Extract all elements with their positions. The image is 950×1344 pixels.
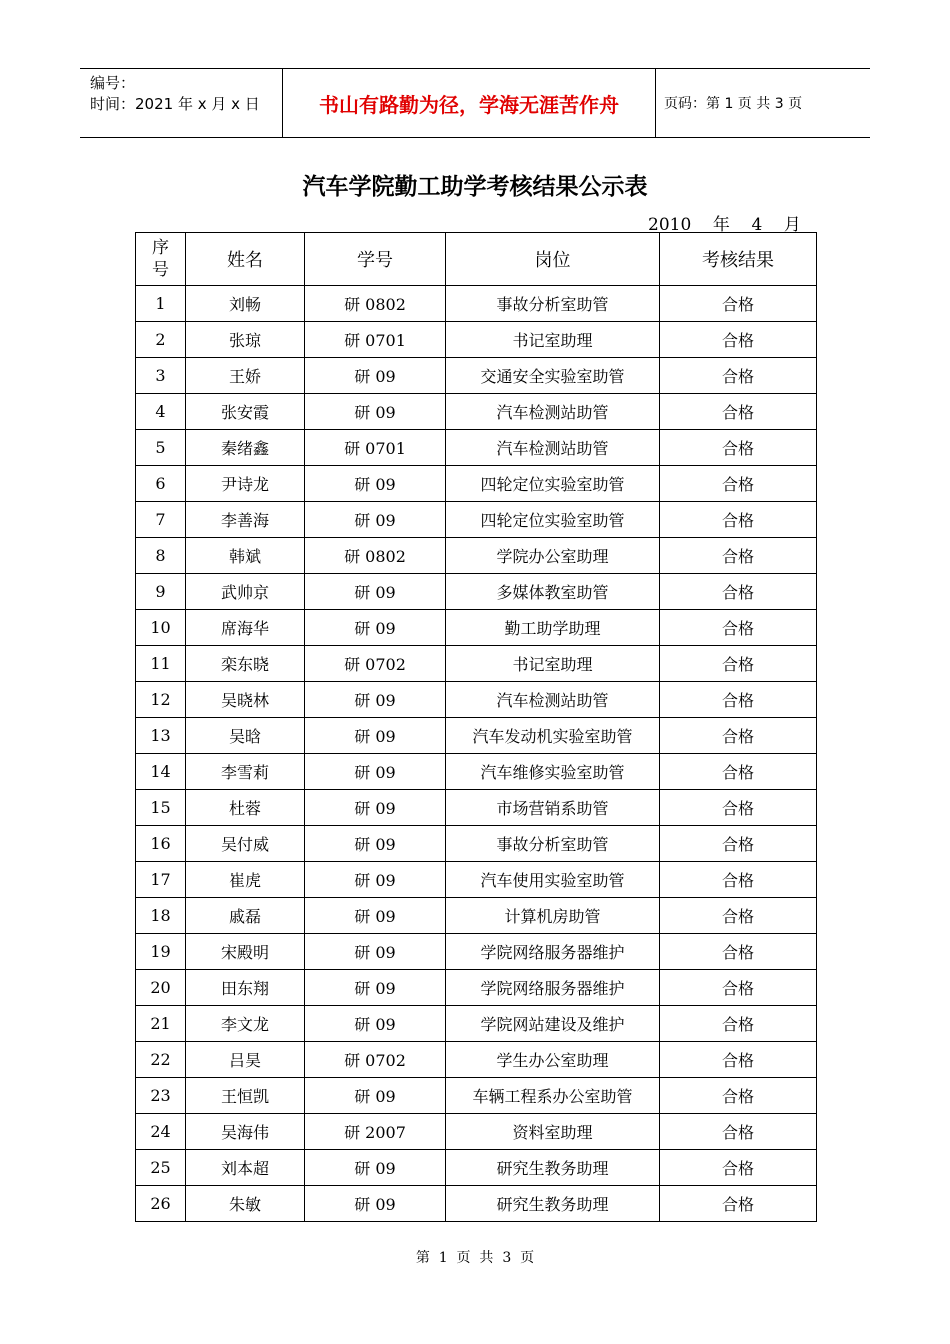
cell-name: 武帅京 <box>186 574 305 610</box>
cell-position: 车辆工程系办公室助管 <box>446 1078 660 1114</box>
cell-seq: 20 <box>136 970 186 1006</box>
table-row <box>136 970 817 1006</box>
cell-student-id: 研 09 <box>305 358 446 394</box>
cell-result: 合格 <box>660 610 817 646</box>
cell-student-id: 研 09 <box>305 682 446 718</box>
cell-seq: 24 <box>136 1114 186 1150</box>
cell-result: 合格 <box>660 970 817 1006</box>
cell-name: 韩斌 <box>186 538 305 574</box>
cell-student-id: 研 09 <box>305 898 446 934</box>
cell-position: 学院办公室助理 <box>446 538 660 574</box>
cell-seq: 8 <box>136 538 186 574</box>
cell-result: 合格 <box>660 394 817 430</box>
cell-student-id: 研 09 <box>305 826 446 862</box>
column-header-seq <box>136 233 186 286</box>
cell-position: 学院网络服务器维护 <box>446 970 660 1006</box>
cell-seq: 14 <box>136 754 186 790</box>
cell-name: 戚磊 <box>186 898 305 934</box>
cell-name: 田东翔 <box>186 970 305 1006</box>
cell-seq: 16 <box>136 826 186 862</box>
table-row <box>136 610 817 646</box>
cell-seq: 12 <box>136 682 186 718</box>
column-header-result: 考核结果 <box>660 233 817 286</box>
document-header <box>80 68 870 138</box>
cell-name: 刘本超 <box>186 1150 305 1186</box>
cell-position: 勤工助学助理 <box>446 610 660 646</box>
cell-seq: 26 <box>136 1186 186 1222</box>
cell-result: 合格 <box>660 1186 817 1222</box>
cell-seq: 11 <box>136 646 186 682</box>
cell-position: 研究生教务助理 <box>446 1150 660 1186</box>
cell-result: 合格 <box>660 286 817 322</box>
cell-seq: 21 <box>136 1006 186 1042</box>
cell-seq: 5 <box>136 430 186 466</box>
column-header-id: 学号 <box>305 233 446 286</box>
column-header-position: 岗位 <box>446 233 660 286</box>
page-footer: 第 1 页 共 3 页 <box>415 1250 535 1266</box>
table-row <box>136 466 817 502</box>
cell-seq: 9 <box>136 574 186 610</box>
cell-student-id: 研 09 <box>305 1006 446 1042</box>
page-title: 汽车学院勤工助学考核结果公示表 <box>302 174 648 200</box>
cell-position: 学院网络服务器维护 <box>446 934 660 970</box>
cell-result: 合格 <box>660 574 817 610</box>
cell-student-id: 研 0702 <box>305 646 446 682</box>
table-row <box>136 538 817 574</box>
table-row <box>136 430 817 466</box>
cell-student-id: 研 0802 <box>305 538 446 574</box>
cell-result: 合格 <box>660 466 817 502</box>
cell-position: 汽车维修实验室助管 <box>446 754 660 790</box>
cell-name: 李善海 <box>186 502 305 538</box>
header-motto: 书山有路勤为径，学海无涯苦作舟 <box>282 69 656 137</box>
cell-seq: 13 <box>136 718 186 754</box>
cell-student-id: 研 09 <box>305 970 446 1006</box>
cell-student-id: 研 09 <box>305 502 446 538</box>
cell-result: 合格 <box>660 754 817 790</box>
cell-name: 崔虎 <box>186 862 305 898</box>
cell-result: 合格 <box>660 646 817 682</box>
cell-seq: 1 <box>136 286 186 322</box>
cell-seq: 19 <box>136 934 186 970</box>
cell-position: 四轮定位实验室助管 <box>446 466 660 502</box>
table-row <box>136 502 817 538</box>
cell-name: 李文龙 <box>186 1006 305 1042</box>
table-row <box>136 1150 817 1186</box>
cell-position: 书记室助理 <box>446 646 660 682</box>
cell-seq: 25 <box>136 1150 186 1186</box>
cell-result: 合格 <box>660 1114 817 1150</box>
cell-student-id: 研 0702 <box>305 1042 446 1078</box>
cell-result: 合格 <box>660 538 817 574</box>
table-row <box>136 898 817 934</box>
column-header-seq-label: 序 号 <box>152 238 169 280</box>
cell-position: 多媒体教室助管 <box>446 574 660 610</box>
table-row <box>136 1186 817 1222</box>
cell-name: 杜蓉 <box>186 790 305 826</box>
cell-name: 宋殿明 <box>186 934 305 970</box>
cell-name: 刘畅 <box>186 286 305 322</box>
cell-position: 汽车使用实验室助管 <box>446 862 660 898</box>
cell-result: 合格 <box>660 826 817 862</box>
results-table <box>135 232 817 1222</box>
cell-student-id: 研 09 <box>305 718 446 754</box>
table-row <box>136 718 817 754</box>
table-row <box>136 646 817 682</box>
table-row <box>136 754 817 790</box>
table-row <box>136 682 817 718</box>
cell-student-id: 研 09 <box>305 466 446 502</box>
cell-position: 学生办公室助理 <box>446 1042 660 1078</box>
cell-name: 秦绪鑫 <box>186 430 305 466</box>
table-row <box>136 790 817 826</box>
table-row <box>136 826 817 862</box>
cell-student-id: 研 2007 <box>305 1114 446 1150</box>
cell-seq: 15 <box>136 790 186 826</box>
cell-name: 吕昊 <box>186 1042 305 1078</box>
cell-position: 汽车检测站助管 <box>446 682 660 718</box>
cell-result: 合格 <box>660 862 817 898</box>
cell-seq: 18 <box>136 898 186 934</box>
header-page-info: 页码：第 1 页 共 3 页 <box>664 96 803 112</box>
cell-seq: 23 <box>136 1078 186 1114</box>
number-label: 编号： <box>90 74 136 92</box>
cell-position: 市场营销系助管 <box>446 790 660 826</box>
cell-seq: 2 <box>136 322 186 358</box>
cell-name: 李雪莉 <box>186 754 305 790</box>
cell-position: 事故分析室助管 <box>446 286 660 322</box>
cell-student-id: 研 09 <box>305 754 446 790</box>
cell-position: 计算机房助管 <box>446 898 660 934</box>
table-row <box>136 358 817 394</box>
table-row <box>136 862 817 898</box>
cell-student-id: 研 09 <box>305 574 446 610</box>
cell-student-id: 研 0802 <box>305 286 446 322</box>
cell-name: 张安霞 <box>186 394 305 430</box>
cell-student-id: 研 09 <box>305 1150 446 1186</box>
cell-result: 合格 <box>660 934 817 970</box>
cell-result: 合格 <box>660 430 817 466</box>
cell-name: 吴海伟 <box>186 1114 305 1150</box>
date-line: 2010 年 4 月 <box>648 215 801 235</box>
cell-seq: 4 <box>136 394 186 430</box>
cell-position: 汽车发动机实验室助管 <box>446 718 660 754</box>
cell-seq: 7 <box>136 502 186 538</box>
table-row <box>136 1114 817 1150</box>
time-label: 时间：2021 年 x 月 x 日 <box>90 95 260 113</box>
cell-result: 合格 <box>660 682 817 718</box>
cell-result: 合格 <box>660 502 817 538</box>
table-row <box>136 934 817 970</box>
cell-student-id: 研 0701 <box>305 430 446 466</box>
cell-name: 席海华 <box>186 610 305 646</box>
header-meta <box>80 69 282 137</box>
cell-position: 交通安全实验室助管 <box>446 358 660 394</box>
cell-position: 研究生教务助理 <box>446 1186 660 1222</box>
table-row <box>136 394 817 430</box>
cell-result: 合格 <box>660 1006 817 1042</box>
cell-student-id: 研 09 <box>305 934 446 970</box>
cell-student-id: 研 09 <box>305 610 446 646</box>
cell-student-id: 研 0701 <box>305 322 446 358</box>
cell-seq: 10 <box>136 610 186 646</box>
cell-result: 合格 <box>660 718 817 754</box>
cell-result: 合格 <box>660 1042 817 1078</box>
cell-seq: 3 <box>136 358 186 394</box>
cell-student-id: 研 09 <box>305 1078 446 1114</box>
table-row <box>136 286 817 322</box>
cell-result: 合格 <box>660 1078 817 1114</box>
cell-name: 朱敏 <box>186 1186 305 1222</box>
cell-student-id: 研 09 <box>305 1186 446 1222</box>
column-header-name: 姓名 <box>186 233 305 286</box>
cell-result: 合格 <box>660 322 817 358</box>
cell-result: 合格 <box>660 898 817 934</box>
cell-name: 张琼 <box>186 322 305 358</box>
cell-name: 王恒凯 <box>186 1078 305 1114</box>
cell-name: 吴晗 <box>186 718 305 754</box>
cell-result: 合格 <box>660 1150 817 1186</box>
table-row <box>136 1042 817 1078</box>
cell-position: 事故分析室助管 <box>446 826 660 862</box>
cell-name: 王娇 <box>186 358 305 394</box>
cell-student-id: 研 09 <box>305 394 446 430</box>
cell-student-id: 研 09 <box>305 862 446 898</box>
cell-seq: 17 <box>136 862 186 898</box>
cell-name: 吴晓林 <box>186 682 305 718</box>
cell-position: 学院网站建设及维护 <box>446 1006 660 1042</box>
cell-seq: 22 <box>136 1042 186 1078</box>
cell-position: 资料室助理 <box>446 1114 660 1150</box>
table-header-row <box>136 233 817 286</box>
cell-position: 书记室助理 <box>446 322 660 358</box>
cell-result: 合格 <box>660 358 817 394</box>
table-row <box>136 322 817 358</box>
cell-name: 吴付威 <box>186 826 305 862</box>
cell-seq: 6 <box>136 466 186 502</box>
cell-result: 合格 <box>660 790 817 826</box>
table-row <box>136 574 817 610</box>
table-row <box>136 1078 817 1114</box>
cell-position: 汽车检测站助管 <box>446 394 660 430</box>
cell-position: 汽车检测站助管 <box>446 430 660 466</box>
cell-name: 尹诗龙 <box>186 466 305 502</box>
table-row <box>136 1006 817 1042</box>
cell-student-id: 研 09 <box>305 790 446 826</box>
cell-position: 四轮定位实验室助管 <box>446 502 660 538</box>
cell-name: 栾东晓 <box>186 646 305 682</box>
